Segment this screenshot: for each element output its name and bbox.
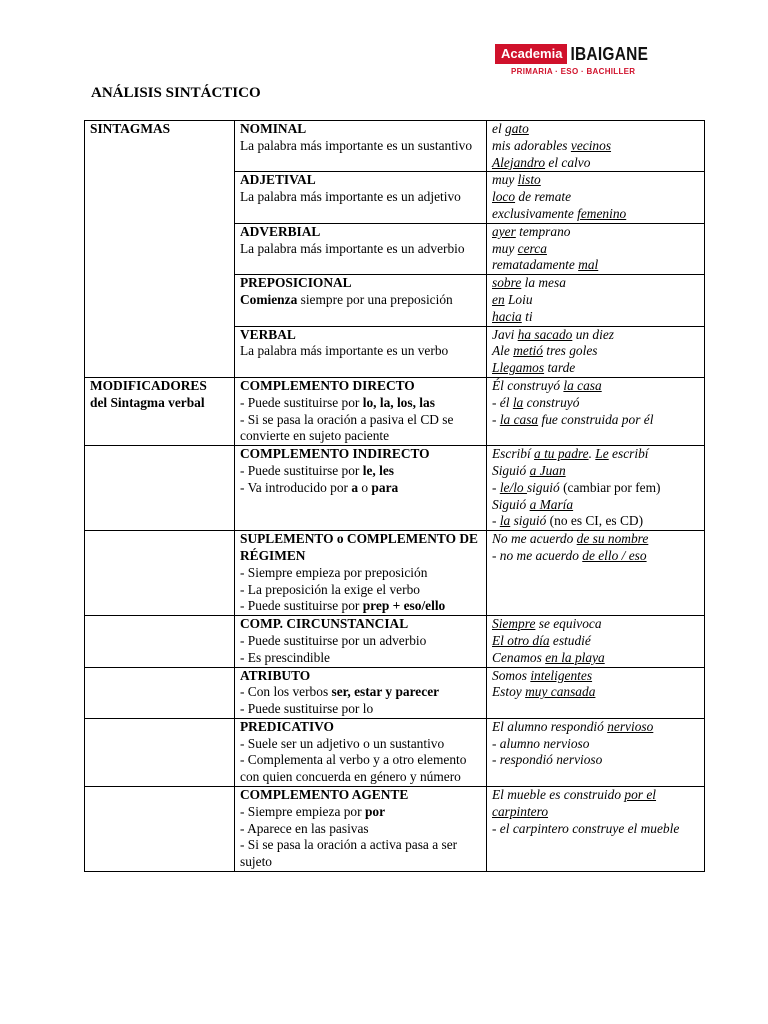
text-segment: escribí <box>608 446 649 462</box>
text-segment: muy <box>492 240 518 256</box>
definition-line <box>240 412 481 446</box>
definition-line <box>240 241 481 258</box>
section-label: del Sintagma verbal <box>90 394 205 410</box>
underlined-term: Le <box>595 446 609 462</box>
example-line <box>492 241 699 258</box>
row-heading: ADJETIVAL <box>240 172 316 188</box>
text-segment: tres goles <box>542 343 598 359</box>
underlined-term: la <box>512 394 524 410</box>
text-segment: La palabra más importante es un verbo <box>240 343 449 359</box>
table-row <box>85 787 705 872</box>
underlined-term: loco <box>492 189 516 205</box>
underlined-term: la <box>499 513 511 529</box>
empty-cell <box>85 446 235 531</box>
underlined-term: la casa <box>499 411 539 427</box>
text-segment: - Con los verbos <box>240 684 332 700</box>
underlined-term: Siempre <box>492 616 536 632</box>
definition-line <box>240 138 481 155</box>
example-line <box>492 736 699 753</box>
definition-line <box>240 837 481 871</box>
definition-cell <box>235 718 487 786</box>
text-segment: ser, estar y parecer <box>331 684 440 700</box>
underlined-term: la casa <box>563 377 602 393</box>
example-cell <box>487 223 705 274</box>
definition-line <box>240 821 481 838</box>
definition-line <box>240 684 481 701</box>
text-segment: siguió <box>510 513 547 529</box>
underlined-term: El otro día <box>492 632 550 648</box>
underlined-term: muy cansada <box>525 684 596 700</box>
underlined-term: metió <box>513 343 543 359</box>
text-segment: - <box>492 513 500 529</box>
underlined-term: ha sacado <box>517 326 573 342</box>
example-line <box>492 224 699 241</box>
definition-line <box>240 633 481 650</box>
example-line <box>492 378 699 395</box>
text-segment: - respondió nervioso <box>492 752 603 768</box>
text-segment: Escribí <box>492 446 535 462</box>
text-segment: Siguió <box>492 462 530 478</box>
row-heading: NOMINAL <box>240 121 307 136</box>
section-label: MODIFICADORES <box>90 377 207 393</box>
example-cell <box>487 616 705 667</box>
example-line <box>492 257 699 274</box>
underlined-term: le/lo <box>499 479 527 495</box>
text-segment: (no es CI, es CD) <box>546 513 644 529</box>
text-segment: rematadamente <box>492 257 579 273</box>
text-segment: Ale <box>492 343 514 359</box>
underlined-term: de su nombre <box>576 531 649 547</box>
example-line <box>492 275 699 292</box>
text-segment: muy <box>492 172 518 188</box>
underlined-term: inteligentes <box>530 667 593 683</box>
text-segment: le, les <box>362 462 394 478</box>
example-cell <box>487 121 705 172</box>
definition-cell <box>235 121 487 172</box>
row-heading: COMPLEMENTO AGENTE <box>240 787 409 803</box>
example-cell <box>487 377 705 445</box>
text-segment: La palabra más importante es un sustantivo <box>240 137 473 153</box>
example-line <box>492 531 699 548</box>
text-segment: (cambiar por fem) <box>559 479 661 495</box>
text-segment: Él construyó <box>492 377 564 393</box>
text-segment: - <box>492 479 500 495</box>
row-heading: PREPOSICIONAL <box>240 275 352 291</box>
example-cell <box>487 787 705 872</box>
logo-tagline: PRIMARIA · ESO · BACHILLER <box>511 67 636 76</box>
underlined-term: de ello / eso <box>582 547 647 563</box>
row-heading: COMP. CIRCUNSTANCIAL <box>240 616 409 632</box>
text-segment: La palabra más importante es un adverbio <box>240 240 465 256</box>
text-segment: Cenamos <box>492 649 546 665</box>
text-segment: - Si se pasa la oración a activa pasa a ser sujeto <box>240 837 458 870</box>
text-segment: - Puede sustituirse por <box>240 462 363 478</box>
definition-cell <box>235 223 487 274</box>
table-row <box>85 531 705 616</box>
underlined-term: mal <box>578 257 599 273</box>
empty-cell <box>85 787 235 872</box>
example-line <box>492 752 699 769</box>
row-heading: ADVERBIAL <box>240 223 321 239</box>
text-segment: - el carpintero construye el mueble <box>492 820 680 836</box>
text-segment: Estoy <box>492 684 526 700</box>
text-segment: Somos <box>492 667 531 683</box>
example-cell <box>487 172 705 223</box>
example-line <box>492 309 699 326</box>
definition-cell <box>235 326 487 377</box>
row-heading: PREDICATIVO <box>240 718 334 734</box>
text-segment: . <box>588 446 596 462</box>
example-line <box>492 138 699 155</box>
underlined-term: nervioso <box>607 718 654 734</box>
definition-line <box>240 582 481 599</box>
text-segment: - Si se pasa la oración a pasiva el CD se convierte en sujeto paciente <box>240 411 454 444</box>
text-segment: ti <box>521 308 533 324</box>
row-heading: ATRIBUTO <box>240 667 311 683</box>
text-segment: - Puede sustituirse por lo <box>240 701 374 717</box>
syntax-table <box>84 120 705 872</box>
logo-ibaigane: IBAIGANE <box>567 44 648 64</box>
example-line <box>492 480 699 497</box>
underlined-term: Llegamos <box>492 360 545 376</box>
underlined-term: a tu padre <box>534 446 589 462</box>
text-segment: El alumno respondió <box>492 718 608 734</box>
definition-cell <box>235 377 487 445</box>
example-cell <box>487 667 705 718</box>
definition-line <box>240 701 481 718</box>
example-line <box>492 395 699 412</box>
table-row <box>85 446 705 531</box>
table-row <box>85 718 705 786</box>
text-segment: Loiu <box>504 291 533 307</box>
example-cell <box>487 531 705 616</box>
text-segment: - no me acuerdo <box>492 547 583 563</box>
definition-line <box>240 650 481 667</box>
text-segment: Comienza <box>240 291 298 307</box>
example-line <box>492 412 699 429</box>
underlined-term: en <box>492 291 505 307</box>
text-segment: o <box>358 479 372 495</box>
syntax-table-body <box>85 121 705 872</box>
table-row <box>85 121 705 172</box>
example-line <box>492 548 699 565</box>
text-segment: Javi <box>492 326 518 342</box>
underlined-term: gato <box>505 121 529 136</box>
section-sintagmas <box>85 121 235 378</box>
definition-cell <box>235 275 487 326</box>
text-segment: - Siempre empieza por preposición <box>240 564 428 580</box>
definition-line <box>240 736 481 753</box>
example-line <box>492 668 699 685</box>
example-line <box>492 343 699 360</box>
text-segment: - él <box>492 394 513 410</box>
example-cell <box>487 446 705 531</box>
example-line <box>492 155 699 172</box>
definition-line <box>240 565 481 582</box>
section-label: SINTAGMAS <box>90 121 171 136</box>
example-line <box>492 327 699 344</box>
text-segment: - Suele ser un adjetivo o un sustantivo <box>240 735 445 751</box>
table-row <box>85 667 705 718</box>
definition-cell <box>235 787 487 872</box>
underlined-term: sobre <box>492 275 522 291</box>
text-segment: - Siempre empieza por <box>240 803 365 819</box>
table-row <box>85 616 705 667</box>
example-line <box>492 650 699 667</box>
table-row <box>85 377 705 445</box>
text-segment: No me acuerdo <box>492 531 577 547</box>
example-line <box>492 497 699 514</box>
text-segment: de remate <box>515 189 572 205</box>
text-segment: - Va introducido por <box>240 479 352 495</box>
definition-line <box>240 598 481 615</box>
text-segment: - <box>492 411 500 427</box>
underlined-term: por el carpintero <box>492 787 657 819</box>
definition-line <box>240 189 481 206</box>
text-segment: estudié <box>549 632 591 648</box>
row-heading: SUPLEMENTO o COMPLEMENTO DE RÉGIMEN <box>240 531 478 563</box>
underlined-term: cerca <box>517 240 547 256</box>
page-title: ANÁLISIS SINTÁCTICO <box>91 85 261 101</box>
empty-cell <box>85 718 235 786</box>
text-segment: tarde <box>544 360 576 376</box>
example-line <box>492 360 699 377</box>
example-line <box>492 633 699 650</box>
text-segment: La palabra más importante es un adjetivo <box>240 189 461 205</box>
text-segment: mis adorables <box>492 137 571 153</box>
text-segment: para <box>371 479 399 495</box>
example-line <box>492 684 699 701</box>
underlined-term: Alejandro <box>492 154 546 170</box>
example-line <box>492 719 699 736</box>
definition-cell <box>235 667 487 718</box>
text-segment: - alumno nervioso <box>492 735 590 751</box>
definition-cell <box>235 531 487 616</box>
text-segment: prep + eso/ello <box>362 598 446 614</box>
text-segment: por <box>364 803 386 819</box>
definition-line <box>240 752 481 786</box>
text-segment: temprano <box>515 223 571 239</box>
row-heading: COMPLEMENTO INDIRECTO <box>240 446 430 462</box>
text-segment: El mueble es construido <box>492 787 625 803</box>
example-line <box>492 821 699 838</box>
text-segment: siempre por una preposición <box>297 291 453 307</box>
text-segment: a <box>351 479 359 495</box>
example-line <box>492 121 699 138</box>
definition-cell <box>235 616 487 667</box>
text-segment: - Puede sustituirse por un adverbio <box>240 632 427 648</box>
definition-line <box>240 395 481 412</box>
section-modificadores <box>85 377 235 445</box>
definition-line <box>240 480 481 497</box>
text-segment: - La preposición la exige el verbo <box>240 581 420 597</box>
example-cell <box>487 718 705 786</box>
example-line <box>492 292 699 309</box>
underlined-term: en la playa <box>545 649 605 665</box>
example-line <box>492 206 699 223</box>
text-segment: - Es prescindible <box>240 649 330 665</box>
text-segment: construyó <box>523 394 580 410</box>
text-segment: Siguió <box>492 496 530 512</box>
text-segment: - Aparece en las pasivas <box>240 820 369 836</box>
text-segment: el <box>492 121 506 136</box>
example-cell <box>487 326 705 377</box>
text-segment: siguió <box>526 479 560 495</box>
example-line <box>492 446 699 463</box>
text-segment: - Complementa al verbo y a otro elemento con quien concuerda en género y número <box>240 752 467 785</box>
definition-line <box>240 804 481 821</box>
text-segment: lo, la, los, las <box>362 394 435 410</box>
text-segment: la mesa <box>521 275 566 291</box>
example-line <box>492 172 699 189</box>
text-segment: un diez <box>572 326 614 342</box>
example-line <box>492 463 699 480</box>
underlined-term: a María <box>529 496 574 512</box>
text-segment: - Puede sustituirse por <box>240 598 363 614</box>
example-cell <box>487 275 705 326</box>
definition-line <box>240 292 481 309</box>
empty-cell <box>85 667 235 718</box>
empty-cell <box>85 531 235 616</box>
text-segment: el calvo <box>545 154 591 170</box>
empty-cell <box>85 616 235 667</box>
underlined-term: ayer <box>492 223 516 239</box>
definition-cell <box>235 172 487 223</box>
underlined-term: vecinos <box>570 137 612 153</box>
underlined-term: hacia <box>492 308 522 324</box>
row-heading: COMPLEMENTO DIRECTO <box>240 377 415 393</box>
text-segment: exclusivamente <box>492 205 578 221</box>
logo-academia: Academia <box>495 44 567 64</box>
example-line <box>492 189 699 206</box>
underlined-term: femenino <box>577 205 627 221</box>
definition-line <box>240 463 481 480</box>
row-heading: VERBAL <box>240 326 296 342</box>
definition-line <box>240 343 481 360</box>
logo-wordmark <box>495 44 657 64</box>
academia-ibaigane-logo <box>495 44 657 76</box>
example-line <box>492 616 699 633</box>
text-segment: fue construida por él <box>538 411 654 427</box>
definition-cell <box>235 446 487 531</box>
underlined-term: a Juan <box>529 462 566 478</box>
text-segment: - Puede sustituirse por <box>240 394 363 410</box>
underlined-term: listo <box>517 172 541 188</box>
example-line <box>492 787 699 821</box>
text-segment: se equivoca <box>535 616 602 632</box>
example-line <box>492 513 699 530</box>
